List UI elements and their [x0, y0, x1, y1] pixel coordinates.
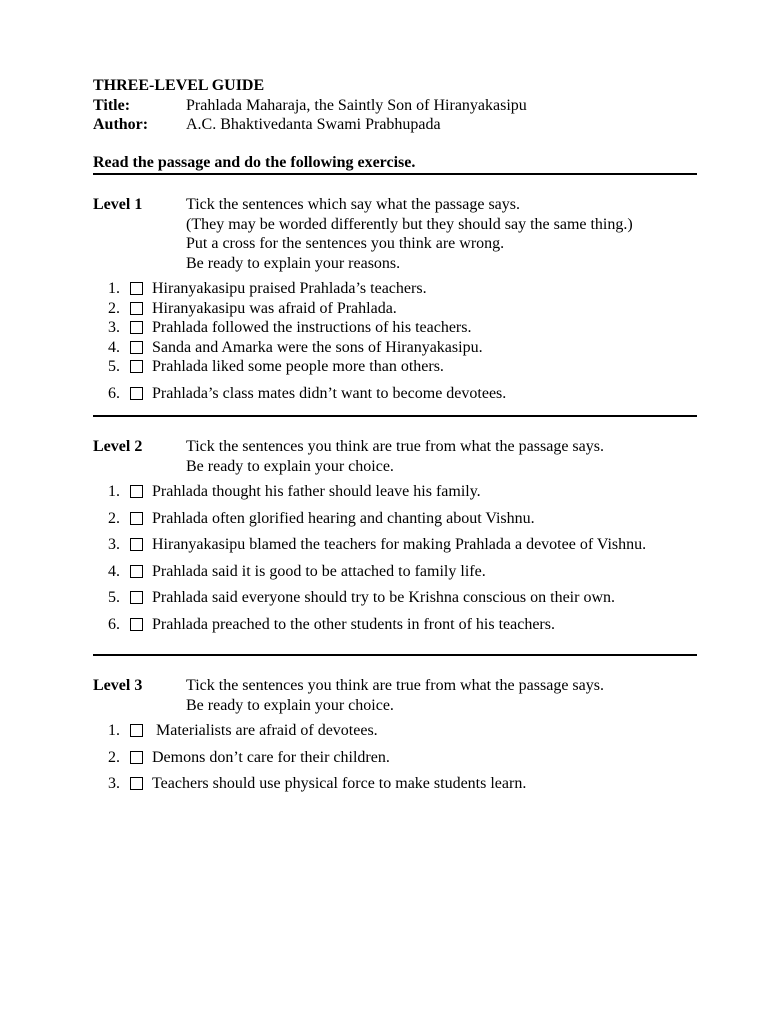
- direction-line: Put a cross for the sentences you think are wrong.: [186, 235, 505, 252]
- checkbox[interactable]: [130, 321, 143, 334]
- level-label: Level 3: [93, 677, 143, 694]
- worksheet: [93, 76, 697, 794]
- direction-line: Tick the sentences you think are true from what the passage says.: [186, 438, 604, 455]
- divider: [93, 654, 697, 656]
- level-label: Level 2: [93, 438, 143, 455]
- item-text: Materialists are afraid of devotees.: [152, 722, 378, 739]
- level-header: [93, 195, 697, 273]
- list-item: [93, 318, 697, 338]
- doc-heading: THREE-LEVEL GUIDE: [93, 77, 265, 94]
- item-text: Prahlada said it is good to be attached to family life.: [152, 562, 486, 580]
- checkbox[interactable]: [130, 387, 143, 400]
- statement-list: [93, 279, 697, 403]
- item-text: Prahlada said everyone should try to be Krishna conscious on their own.: [152, 589, 616, 606]
- checkbox[interactable]: [130, 360, 143, 373]
- checkbox[interactable]: [130, 341, 143, 354]
- item-text: Prahlada’s class mates didn’t want to become devotees.: [152, 384, 507, 402]
- list-item: [93, 748, 697, 768]
- checkbox[interactable]: [130, 618, 143, 631]
- title-row: [93, 96, 697, 116]
- item-text: Demons don’t care for their children.: [152, 748, 390, 766]
- divider: [93, 173, 697, 175]
- item-text: Teachers should use physical force to make students learn.: [152, 775, 527, 792]
- item-number: 5.: [108, 589, 120, 606]
- checkbox[interactable]: [130, 282, 143, 295]
- level-directions: [186, 676, 697, 715]
- list-item: [93, 615, 697, 635]
- level-3-section: [93, 676, 697, 794]
- item-text: Hiranyakasipu was afraid of Prahlada.: [152, 299, 397, 317]
- direction-line: Be ready to explain your choice.: [186, 457, 394, 475]
- direction-line: Be ready to explain your reasons.: [186, 254, 401, 272]
- item-text: Prahlada preached to the other students in front of his teachers.: [152, 615, 555, 633]
- level-header: [93, 437, 697, 476]
- item-number: 2.: [108, 509, 120, 527]
- checkbox[interactable]: [130, 302, 143, 315]
- statement-list: [93, 721, 697, 794]
- level-directions: [186, 195, 697, 273]
- divider: [93, 415, 697, 417]
- level-header: [93, 676, 697, 715]
- level-label: Level 1: [93, 196, 143, 213]
- author-label: Author:: [93, 116, 149, 133]
- list-item: [93, 357, 697, 377]
- title-value: Prahlada Maharaja, the Saintly Son of Hiranyakasipu: [186, 96, 527, 114]
- item-number: 3.: [108, 775, 120, 792]
- item-text: Prahlada followed the instructions of his teachers.: [152, 319, 472, 336]
- checkbox[interactable]: [130, 591, 143, 604]
- list-item: [93, 338, 697, 358]
- list-item: [93, 562, 697, 582]
- title-label: Title:: [93, 96, 131, 114]
- item-text: Hiranyakasipu praised Prahlada’s teachers.: [152, 280, 427, 297]
- item-number: 1.: [108, 280, 120, 297]
- list-item: [93, 509, 697, 529]
- level-directions: [186, 437, 697, 476]
- direction-line: Be ready to explain your choice.: [186, 696, 394, 714]
- item-text: Hiranyakasipu blamed the teachers for making Prahlada a devotee of Vishnu.: [152, 536, 647, 553]
- item-text: Prahlada often glorified hearing and chanting about Vishnu.: [152, 509, 535, 527]
- checkbox[interactable]: [130, 512, 143, 525]
- list-item: [93, 535, 697, 555]
- item-text: Sanda and Amarka were the sons of Hiranyakasipu.: [152, 338, 483, 356]
- direction-line: Tick the sentences you think are true from what the passage says.: [186, 677, 604, 694]
- item-number: 6.: [108, 615, 120, 633]
- exercise-instruction: Read the passage and do the following exercise.: [93, 153, 416, 171]
- checkbox[interactable]: [130, 751, 143, 764]
- item-number: 1.: [108, 722, 120, 739]
- level-1-section: [93, 195, 697, 403]
- item-number: 4.: [108, 562, 120, 580]
- item-number: 6.: [108, 384, 120, 402]
- item-number: 2.: [108, 748, 120, 766]
- list-item: [93, 279, 697, 299]
- direction-line: (They may be worded differently but they should say the same thing.): [186, 215, 633, 233]
- checkbox[interactable]: [130, 485, 143, 498]
- list-item: [93, 774, 697, 794]
- list-item: [93, 299, 697, 319]
- statement-list: [93, 482, 697, 634]
- checkbox[interactable]: [130, 565, 143, 578]
- item-number: 2.: [108, 299, 120, 317]
- item-number: 3.: [108, 319, 120, 336]
- item-number: 4.: [108, 338, 120, 356]
- item-number: 3.: [108, 536, 120, 553]
- direction-line: Tick the sentences which say what the passage says.: [186, 196, 520, 213]
- checkbox[interactable]: [130, 777, 143, 790]
- list-item: [93, 721, 697, 741]
- checkbox[interactable]: [130, 724, 143, 737]
- item-number: 1.: [108, 483, 120, 500]
- item-text: Prahlada thought his father should leave his family.: [152, 483, 481, 500]
- checkbox[interactable]: [130, 538, 143, 551]
- list-item: [93, 588, 697, 608]
- list-item: [93, 482, 697, 502]
- level-2-section: [93, 437, 697, 634]
- item-text: Prahlada liked some people more than others.: [152, 358, 444, 375]
- author-value: A.C. Bhaktivedanta Swami Prabhupada: [186, 116, 441, 133]
- list-item: [93, 384, 697, 404]
- item-number: 5.: [108, 358, 120, 375]
- author-row: [93, 115, 697, 135]
